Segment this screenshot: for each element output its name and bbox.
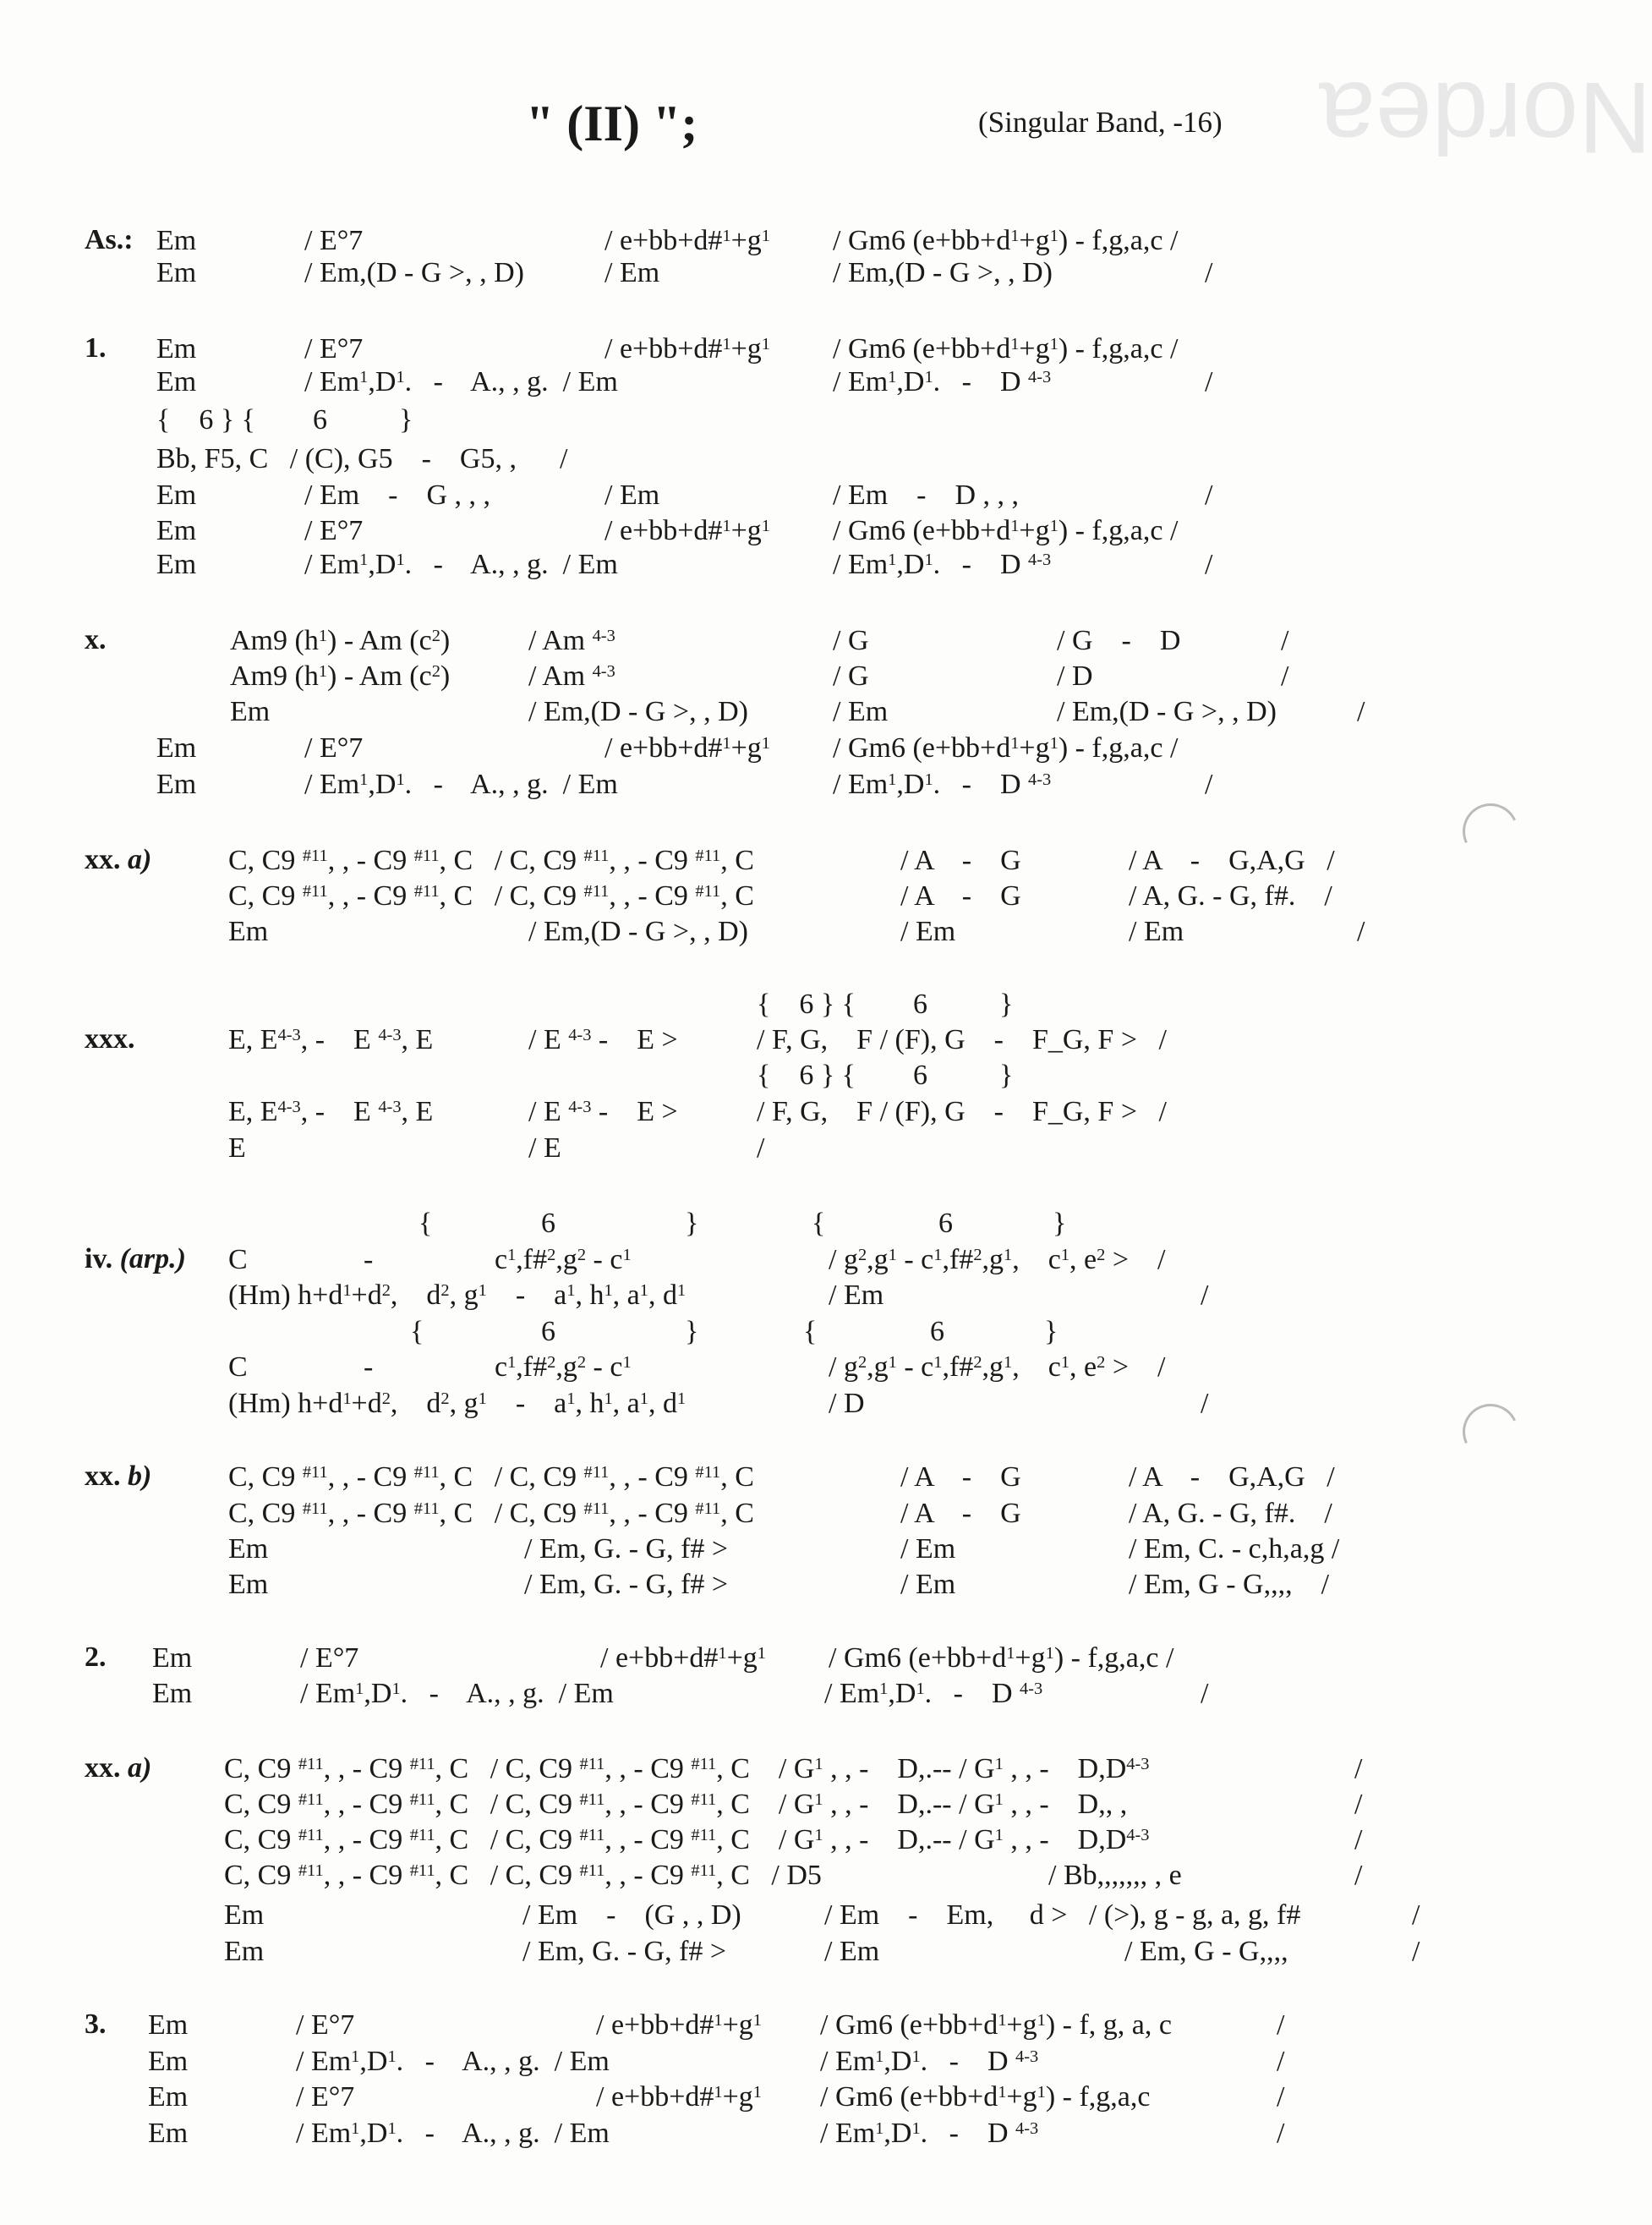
chord-text: / $e+bb+d\#^1+g^1$: [604, 515, 770, 546]
chord-text: 6: [541, 1208, 555, 1239]
chord-text: /: [1357, 696, 1365, 727]
chord-text: / $Em^1,D^1$. - D $^{4-3}$: [820, 2046, 1039, 2077]
chord-text: C, C9 $^{\#11}$, , - C9 $^{\#11}$, C / C, C9 $^{\#11}$, , - C9 $^{\#11}$, C / $G^1$ , , - $D,.-- / G^1$ , , - $D,D^{4-3}$: [224, 1824, 1150, 1855]
chord-text: C, C9 $^{\#11}$, , - C9 $^{\#11}$, C / C, C9 $^{\#11}$, , - C9 $^{\#11}$, C / $G^1$ , , - $D,.-- / G^1$ , , - D,, ,: [224, 1789, 1128, 1820]
chord-text: / G: [833, 625, 869, 656]
chord-text: / $Em^1,D^1$. - D $^{4-3}$: [820, 2118, 1039, 2149]
chord-text: Em: [230, 696, 271, 727]
chord-text: / $e+bb+d\#^1+g^1$: [604, 333, 770, 364]
chord-text: Em: [224, 1899, 265, 1931]
chord-text: Em: [152, 1642, 193, 1674]
chord-text: /: [1201, 1280, 1209, 1311]
chord-text: / Em, G - G,,,, /: [1129, 1569, 1330, 1600]
chord-text: / Em - Em, d > / (>), g - g, a, g, f#: [824, 1899, 1301, 1931]
chord-text: Am9 $(h^1)$ - Am $(c^2)$: [230, 660, 451, 692]
chord-text: /: [1201, 1678, 1209, 1709]
chord-text: Em: [148, 2118, 189, 2149]
punch-hole-icon: [1455, 1396, 1527, 1468]
chord-text: / Gm6 $(e+bb+d^1+g^1) - f,g,a,c$ /: [833, 225, 1179, 256]
section-label-xx-a: xx. a): [85, 844, 152, 875]
punch-hole-icon: [1455, 796, 1527, 868]
chord-text: / Em,(D - G >, , D): [833, 257, 1053, 288]
chord-text: / Gm6 $(e+bb+d^1+g^1) - f,g,a,c$: [820, 2081, 1151, 2113]
chord-text: /: [757, 1132, 765, 1164]
chord-text: / Em, G. - G, f# >: [524, 1533, 729, 1565]
chord-text: / E°7: [296, 2081, 355, 2113]
chord-text: 6: [541, 1316, 555, 1347]
chord-text: / Gm6 $(e+bb+d^1+g^1) - f$, g, a, c: [820, 2009, 1172, 2041]
chord-text: / E°7: [300, 1642, 359, 1674]
section-label-iv: iv. (arp.): [85, 1243, 186, 1274]
chord-text: / E°7: [304, 732, 364, 764]
chord-text: / E°7: [304, 225, 364, 256]
chord-text: Em: [156, 257, 197, 288]
chord-text: C, C9 $^{\#11}$, , - C9 $^{\#11}$, C / C, C9 $^{\#11}$, , - C9 $^{\#11}$, C / $G^1$ , , - $D,.-- / G^1$ , , - $D,D^{4-3}$: [224, 1753, 1150, 1784]
chord-text: / $e+bb+d\#^1+g^1$: [596, 2009, 762, 2041]
chord-text: / Em: [604, 480, 660, 511]
page-title: " (II) ";: [526, 96, 698, 151]
chord-text: / $Em^1,D^1$. - A., , g. / Em: [304, 366, 618, 397]
chord-text: /: [1277, 2009, 1285, 2041]
chord-text: }: [685, 1208, 699, 1239]
chord-text: C, C9 $^{\#11}$, , - C9 $^{\#11}$, C / C, C9 $^{\#11}$, , - C9 $^{\#11}$, C: [228, 880, 754, 912]
chord-text: / $Em^1,D^1$. - D $^{4-3}$: [833, 769, 1052, 800]
chord-text: / A, G. - G, f#. /: [1129, 880, 1332, 912]
chord-text: / $e+bb+d\#^1+g^1$: [596, 2081, 762, 2113]
chord-text: }: [1044, 1316, 1058, 1347]
chord-text: Em: [148, 2081, 189, 2113]
chord-text: / A - G,A,G /: [1129, 845, 1335, 876]
chord-text: / F, G, F / (F), G - F_G, F > /: [757, 1096, 1167, 1127]
chord-text: / $g^2,g^1$ - $c^1,f\#^2,g^1$, $c^1$, $e^2$ > /: [829, 1244, 1166, 1275]
chord-text: Em: [156, 549, 197, 580]
chord-text: Bb, F5, C / (C), G5 - G5, , /: [156, 443, 568, 474]
chord-text: Em: [152, 1678, 193, 1709]
chord-text: C, C9 $^{\#11}$, , - C9 $^{\#11}$, C / C, C9 $^{\#11}$, , - C9 $^{\#11}$, C: [228, 1498, 754, 1529]
chord-text: /: [1354, 1824, 1363, 1855]
chord-text: / Em,(D - G >, , D): [528, 916, 748, 947]
chord-text: /: [1281, 625, 1289, 656]
chord-text: Em: [156, 769, 197, 800]
chord-text: { 6 } { 6 }: [156, 404, 413, 436]
chord-text: / $Em^1,D^1$. - A., , g. / Em: [300, 1678, 614, 1709]
chord-text: / Em - G , , ,: [304, 480, 491, 511]
chord-text: / D: [1057, 660, 1093, 692]
chord-text: {: [812, 1208, 826, 1239]
chord-text: Em: [148, 2009, 189, 2041]
chord-text: /: [1354, 1753, 1363, 1784]
chord-text: Em: [156, 366, 197, 397]
chord-text: E, $E^{4-3}$, - E $^{4-3}$, E: [228, 1096, 434, 1127]
chord-text: / E $^{4-3}$ - E >: [528, 1096, 678, 1127]
chord-text: /: [1201, 1388, 1209, 1419]
chord-text: C: [228, 1244, 248, 1275]
chord-text: / Gm6 $(e+bb+d^1+g^1) - f,g,a,c$ /: [833, 333, 1179, 364]
chord-text: / $Em^1,D^1$. - A., , g. / Em: [296, 2118, 610, 2149]
chord-text: E: [228, 1132, 246, 1164]
chord-text: Am9 $(h^1)$ - Am $(c^2)$: [230, 625, 451, 656]
chord-text: /: [1205, 366, 1213, 397]
chord-text: { 6 } { 6 }: [757, 989, 1014, 1020]
section-label-as: As.:: [85, 224, 134, 255]
chord-text: / Bb,,,,,,, , e: [1048, 1860, 1182, 1891]
chord-text: /: [1412, 1899, 1420, 1931]
chord-text: /: [1205, 769, 1213, 800]
chord-text: /: [1281, 660, 1289, 692]
chord-text: /: [1205, 257, 1213, 288]
chord-text: / $e+bb+d\#^1+g^1$: [604, 732, 770, 764]
chord-text: / Em,(D - G >, , D): [528, 696, 748, 727]
chord-text: {: [803, 1316, 818, 1347]
chord-text: }: [685, 1316, 699, 1347]
chord-text: -: [364, 1244, 374, 1275]
chord-text: C, C9 $^{\#11}$, , - C9 $^{\#11}$, C / C, C9 $^{\#11}$, , - C9 $^{\#11}$, C: [228, 1461, 754, 1493]
chord-text: / Gm6 $(e+bb+d^1+g^1) - f,g,a,c$ /: [829, 1642, 1174, 1674]
chord-text: / $Em^1,D^1$. - D $^{4-3}$: [824, 1678, 1043, 1709]
chord-text: Em: [228, 1569, 269, 1600]
chord-text: -: [364, 1351, 374, 1383]
chord-text: / A - G: [900, 880, 1021, 912]
chord-text: Em: [156, 732, 197, 764]
chord-text: E, $E^{4-3}$, - E $^{4-3}$, E: [228, 1024, 434, 1055]
chord-text: /: [1205, 480, 1213, 511]
chord-text: /: [1412, 1936, 1420, 1967]
chord-text: / $Em^1,D^1$. - D $^{4-3}$: [833, 549, 1052, 580]
chord-text: C, C9 $^{\#11}$, , - C9 $^{\#11}$, C / C, C9 $^{\#11}$, , - C9 $^{\#11}$, C / D5: [224, 1860, 822, 1891]
chord-text: / Em: [1129, 916, 1184, 947]
chord-text: / $Em^1,D^1$. - A., , g. / Em: [304, 769, 618, 800]
chord-text: Em: [156, 515, 197, 546]
chord-text: Em: [156, 333, 197, 364]
chord-text: / $Em^1,D^1$. - A., , g. / Em: [304, 549, 618, 580]
chord-text: Em: [156, 225, 197, 256]
chord-text: / Gm6 $(e+bb+d^1+g^1) - f,g,a,c$ /: [833, 732, 1179, 764]
chord-text: / A - G: [900, 845, 1021, 876]
chord-text: $c^1,f\#^2,g^2 - c^1$: [495, 1351, 632, 1383]
chord-text: / Em: [833, 696, 889, 727]
watermark-logo: Nordea: [1319, 61, 1652, 174]
chord-text: / A - G,A,G /: [1129, 1461, 1335, 1493]
chord-text: / $Em^1,D^1$. - D $^{4-3}$: [833, 366, 1052, 397]
chord-text: Em: [224, 1936, 265, 1967]
chord-text: / D: [829, 1388, 865, 1419]
chord-text: /: [1354, 1789, 1363, 1820]
chord-text: /: [1354, 1860, 1363, 1891]
chord-text: / Am $^{4-3}$: [528, 625, 615, 656]
chord-text: Em: [228, 1533, 269, 1565]
chord-text: {: [410, 1316, 424, 1347]
chord-text: /: [1357, 916, 1365, 947]
chord-text: / Em: [900, 1533, 956, 1565]
chord-text: / E°7: [304, 515, 364, 546]
section-label-2: 2.: [85, 1641, 107, 1673]
chord-text: / Em,(D - G >, , D): [304, 257, 524, 288]
chord-text: / E $^{4-3}$ - E >: [528, 1024, 678, 1055]
chord-text: / Gm6 $(e+bb+d^1+g^1) - f,g,a,c$ /: [833, 515, 1179, 546]
chord-text: / G: [833, 660, 869, 692]
chord-text: / Em, C. - c,h,a,g /: [1129, 1533, 1340, 1565]
chord-text: 6: [938, 1208, 953, 1239]
chord-text: }: [1053, 1208, 1067, 1239]
chord-text: / Em - (G , , D): [522, 1899, 741, 1931]
section-label-3: 3.: [85, 2009, 107, 2040]
chord-text: / $e+bb+d\#^1+g^1$: [604, 225, 770, 256]
chord-text: / A - G: [900, 1461, 1021, 1493]
chord-text: / Em: [824, 1936, 880, 1967]
chord-text: $c^1,f\#^2,g^2 - c^1$: [495, 1244, 632, 1275]
chord-text: Em: [156, 480, 197, 511]
chord-text: Em: [148, 2046, 189, 2077]
chord-text: / Em: [829, 1280, 884, 1311]
chord-text: 6: [930, 1316, 944, 1347]
chord-text: / Em: [604, 257, 660, 288]
chord-text: / E°7: [296, 2009, 355, 2041]
chord-text: / Em - D , , ,: [833, 480, 1020, 511]
section-label-1: 1.: [85, 332, 107, 364]
chord-text: /: [1277, 2081, 1285, 2113]
chord-text: / $e+bb+d\#^1+g^1$: [600, 1642, 766, 1674]
section-label-xxx: xxx.: [85, 1023, 135, 1055]
chord-text: / Am $^{4-3}$: [528, 660, 615, 692]
chord-text: / Em: [900, 916, 956, 947]
chord-text: / E: [528, 1132, 561, 1164]
section-label-x: x.: [85, 624, 107, 655]
chord-text: / Em, G. - G, f# >: [524, 1569, 729, 1600]
chord-text: / G - D: [1057, 625, 1181, 656]
chord-text: / Em, G. - G, f# >: [522, 1936, 727, 1967]
chord-text: / E°7: [304, 333, 364, 364]
section-label-xx-a2: xx. a): [85, 1752, 152, 1784]
chord-text: { 6 } { 6 }: [757, 1060, 1014, 1091]
chord-text: / F, G, F / (F), G - F_G, F > /: [757, 1024, 1167, 1055]
chord-text: (Hm) $h+d^1+d^2$, $d^2$, $g^1$ - $a^1$, $h^1$, $a^1$, $d^1$: [228, 1280, 687, 1311]
chord-text: / $Em^1,D^1$. - A., , g. / Em: [296, 2046, 610, 2077]
chord-text: C: [228, 1351, 248, 1383]
chord-text: / A, G. - G, f#. /: [1129, 1498, 1332, 1529]
chord-text: /: [1277, 2046, 1285, 2077]
page-subtitle: (Singular Band, -16): [978, 106, 1223, 139]
chord-text: C, C9 $^{\#11}$, , - C9 $^{\#11}$, C / C, C9 $^{\#11}$, , - C9 $^{\#11}$, C: [228, 845, 754, 876]
chord-text: / Em,(D - G >, , D): [1057, 696, 1277, 727]
chord-text: Em: [228, 916, 269, 947]
chord-text: /: [1277, 2118, 1285, 2149]
chord-text: / Em: [900, 1569, 956, 1600]
chord-text: (Hm) $h+d^1+d^2$, $d^2$, $g^1$ - $a^1$, $h^1$, $a^1$, $d^1$: [228, 1388, 687, 1419]
section-label-xx-b: xx. b): [85, 1460, 152, 1492]
chord-text: / $g^2,g^1$ - $c^1,f\#^2,g^1$, $c^1$, $e^2$ > /: [829, 1351, 1166, 1383]
chord-text: {: [418, 1208, 433, 1239]
chord-text: / Em, G - G,,,,: [1124, 1936, 1288, 1967]
chord-text: / A - G: [900, 1498, 1021, 1529]
chord-text: /: [1205, 549, 1213, 580]
